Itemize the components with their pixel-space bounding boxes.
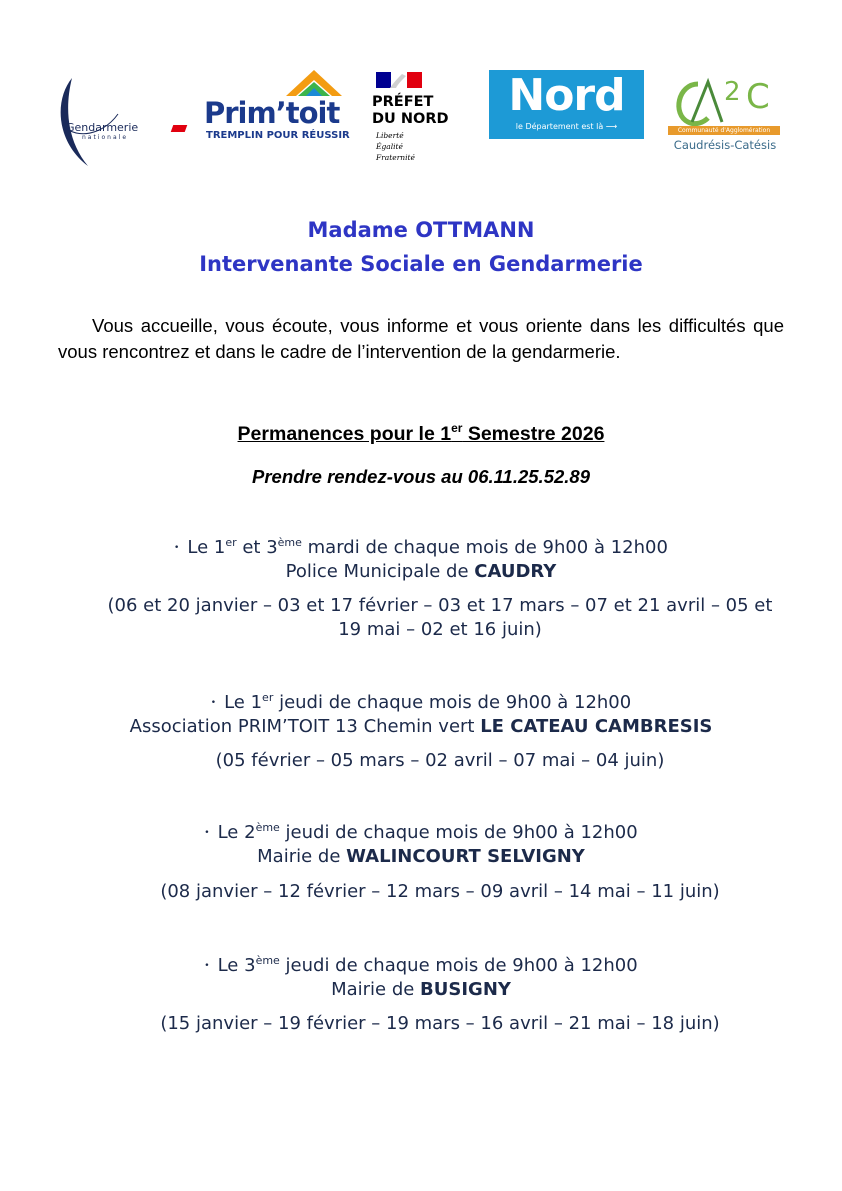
ca2c-name: Caudrésis-Catésis — [673, 138, 777, 152]
place-city: LE CATEAU CAMBRESIS — [480, 716, 713, 737]
schedule-text: Le 1 — [187, 537, 226, 558]
place-city: BUSIGNY — [420, 979, 511, 1000]
gendarmerie-swoosh-icon — [58, 70, 148, 170]
list-item — [0, 536, 842, 584]
bullet-icon: • — [204, 961, 210, 971]
intro-text: Vous accueille, vous écoute, vous informe et vous oriente dans les difficultés que vous rencontrez et dans le cadre de l’intervention de la gendarmerie. — [58, 315, 784, 362]
place-text: Mairie de — [257, 846, 347, 867]
schedule-text-post: jeudi de chaque mois de 9h00 à 12h00 — [279, 955, 638, 976]
bullet-icon: • — [204, 828, 210, 838]
schedule-text-post: jeudi de chaque mois de 9h00 à 12h00 — [273, 692, 632, 713]
primtoit-logo — [204, 68, 354, 148]
logo-bar — [0, 60, 842, 170]
schedule-sup2: ème — [277, 536, 302, 549]
permanences-title-sup: er — [451, 421, 463, 435]
place-text: Association PRIM’TOIT 13 Chemin vert — [129, 716, 481, 737]
schedule-text-post: mardi de chaque mois de 9h00 à 12h00 — [301, 537, 668, 558]
permanences-title-post: Semestre 2026 — [462, 423, 605, 445]
gendarmerie-flag-icon — [171, 125, 188, 132]
primtoit-tagline: TREMPLIN POUR RÉUSSIR — [206, 130, 350, 141]
place-city: CAUDRY — [474, 561, 557, 582]
marianne-flag-icon — [376, 72, 422, 88]
intro-paragraph — [58, 313, 784, 365]
schedule-text-mid: et 3 — [236, 537, 278, 558]
gendarmerie-sub: nationale — [82, 134, 129, 141]
ca2c-band: Communauté d'Agglomération — [668, 126, 780, 135]
schedule-text: Le 1 — [224, 692, 263, 713]
svg-text:2: 2 — [724, 77, 741, 107]
schedule-sup: er — [225, 536, 237, 549]
motto-egalite: Égalité — [376, 142, 403, 151]
prefet-logo — [372, 72, 472, 172]
list-item — [0, 954, 842, 1002]
place-text: Mairie de — [331, 979, 421, 1000]
primtoit-name: Prim’toit — [204, 96, 340, 130]
dates-list: (08 janvier – 12 février – 12 mars – 09 avril – 14 mai – 11 juin) — [160, 881, 720, 902]
nord-logo — [489, 70, 644, 139]
bullet-icon: • — [210, 698, 217, 708]
prefet-line2: DU NORD — [372, 111, 449, 127]
nord-subtitle: le Département est là ⟶ — [515, 122, 618, 131]
gendarmerie-name: Gendarmerie — [66, 121, 139, 134]
dates-list: (15 janvier – 19 février – 19 mars – 16 avril – 21 mai – 18 juin) — [160, 1013, 720, 1034]
appointment-line: Prendre rendez-vous au 06.11.25.52.89 — [252, 466, 590, 487]
place-city: WALINCOURT SELVIGNY — [346, 846, 585, 867]
dates-list: (05 février – 05 mars – 02 avril – 07 mai – 04 juin) — [215, 750, 665, 771]
bullet-icon: • — [174, 543, 180, 553]
contact-role: Intervenante Sociale en Gendarmerie — [199, 252, 643, 276]
house-roof-icon — [284, 68, 344, 98]
schedule-sup: ème — [255, 821, 280, 834]
contact-name: Madame OTTMANN — [307, 218, 535, 242]
nord-title: Nord — [508, 70, 625, 121]
schedule-sup: er — [262, 691, 274, 704]
svg-text:C: C — [746, 77, 770, 117]
ca2c-logo — [666, 70, 786, 160]
place-text: Police Municipale de — [285, 561, 475, 582]
motto-fraternite: Fraternité — [376, 153, 415, 162]
schedule-text: Le 2 — [217, 822, 256, 843]
schedule-text: Le 3 — [217, 955, 256, 976]
list-item — [0, 691, 842, 739]
schedule-sup: ème — [255, 954, 280, 967]
permanences-title — [0, 423, 842, 446]
dates-list: (06 et 20 janvier – 03 et 17 février – 03 et 17 mars – 07 et 21 avril – 05 et 19 mai – 02 et 16 juin) — [107, 595, 773, 640]
ca2c-letters-icon — [670, 74, 780, 129]
gendarmerie-logo — [58, 70, 198, 170]
motto-liberte: Liberté — [376, 131, 404, 140]
list-item — [0, 821, 842, 869]
permanences-title-pre: Permanences pour le 1 — [237, 423, 452, 445]
schedule-text-post: jeudi de chaque mois de 9h00 à 12h00 — [279, 822, 638, 843]
prefet-line1: PRÉFET — [372, 94, 434, 110]
